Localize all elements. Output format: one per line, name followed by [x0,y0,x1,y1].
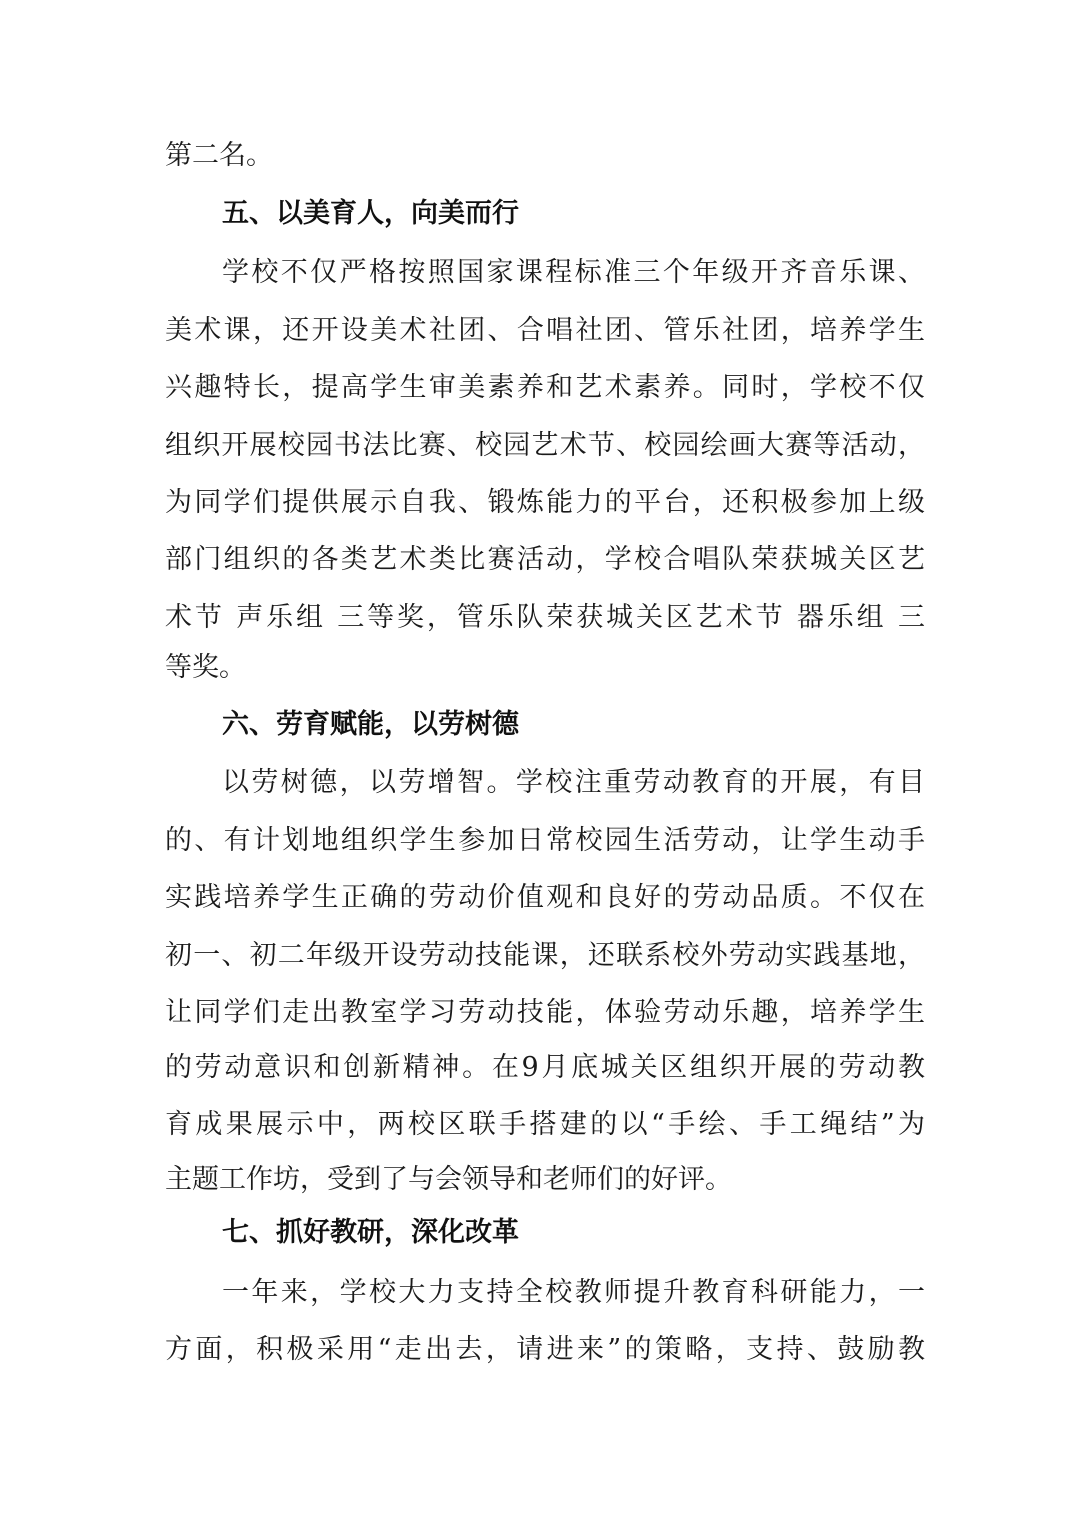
paragraph-line: 部门组织的各类艺术类比赛活动，学校合唱队荣获城关区艺 [165,544,925,575]
paragraph-line: 学校不仅严格按照国家课程标准三个年级开齐音乐课、 [222,257,925,288]
paragraph-line: 一年来，学校大力支持全校教师提升教育科研能力，一 [222,1277,925,1308]
paragraph-line: 实践培养学生正确的劳动价值观和良好的劳动品质。不仅在 [165,882,925,913]
section-heading-6: 六、劳育赋能，以劳树德 [222,709,519,740]
paragraph-line: 以劳树德，以劳增智。学校注重劳动教育的开展，有目 [222,767,925,798]
paragraph-line: 的、有计划地组织学生参加日常校园生活劳动，让学生动手 [165,825,925,856]
paragraph-line: 组织开展校园书法比赛、校园艺术节、校园绘画大赛等活动， [165,430,925,461]
paragraph-line: 为同学们提供展示自我、锻炼能力的平台，还积极参加上级 [165,487,925,518]
paragraph-line: 第二名。 [165,140,273,171]
paragraph-line: 等奖。 [165,652,246,683]
paragraph-line: 兴趣特长，提高学生审美素养和艺术素养。同时，学校不仅 [165,372,925,403]
section-heading-7: 七、抓好教研，深化改革 [222,1217,519,1248]
paragraph-line: 美术课，还开设美术社团、合唱社团、管乐社团，培养学生 [165,315,925,346]
paragraph-line: 方面，积极采用“走出去，请进来”的策略，支持、鼓励教 [165,1334,925,1365]
section-heading-5: 五、以美育人，向美而行 [222,198,519,229]
paragraph-line: 主题工作坊，受到了与会领导和老师们的好评。 [165,1164,732,1195]
paragraph-line: 初一、初二年级开设劳动技能课，还联系校外劳动实践基地， [165,940,925,971]
paragraph-line: 的劳动意识和创新精神。在9月底城关区组织开展的劳动教 [165,1052,925,1083]
paragraph-line: 术节 声乐组 三等奖，管乐队荣获城关区艺术节 器乐组 三 [165,602,925,633]
paragraph-line: 育成果展示中，两校区联手搭建的以“手绘、手工绳结”为 [165,1109,925,1140]
paragraph-line: 让同学们走出教室学习劳动技能，体验劳动乐趣，培养学生 [165,997,925,1028]
